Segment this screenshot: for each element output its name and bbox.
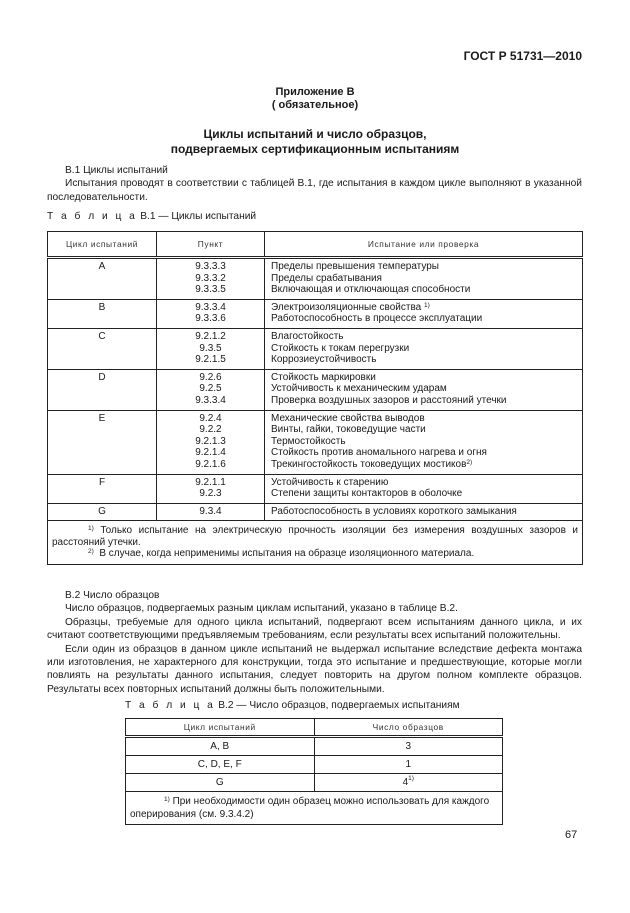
annex-status: ( обязательное)	[271, 99, 359, 111]
clause: 9.3.3.4	[195, 394, 226, 406]
footnote-ref: 1)	[408, 775, 414, 782]
clause-cell	[157, 503, 265, 521]
test-name: Проверка воздушных зазоров и расстояний утечки	[271, 394, 507, 406]
count-cell: 3	[314, 737, 503, 756]
clause: 9.3.4	[199, 505, 222, 517]
column-header-test: Испытание или проверка	[265, 232, 583, 258]
clause: 9.3.3.6	[195, 313, 226, 325]
count-value: 4	[402, 777, 409, 788]
clause-cell	[157, 369, 265, 410]
test-name: Пределы срабатывания	[271, 272, 382, 284]
footnote-text: В случае, когда неприменимы испытания на образце изоляционного материала.	[99, 548, 475, 560]
table-b1-caption	[47, 211, 256, 222]
cycles-cell: A, B	[126, 737, 315, 756]
table-header-row	[126, 719, 503, 737]
clause: 9.3.5	[199, 342, 222, 354]
cycle-cell: C	[48, 328, 157, 369]
test-cell	[265, 474, 583, 503]
clause-cell	[157, 328, 265, 369]
column-header-cycle: Цикл испытаний	[126, 719, 315, 737]
table-b2	[125, 718, 503, 825]
section-b2	[47, 589, 582, 696]
section-b2-heading: В.2 Число образцов	[65, 590, 160, 601]
footnote-ref: 2)	[466, 458, 473, 466]
table-b2-caption	[125, 700, 460, 711]
footnote-ref: 1)	[424, 301, 430, 309]
table-footnote	[126, 792, 503, 825]
table-b1-caption-rest: В.1 — Циклы испытаний	[140, 211, 257, 222]
footnote-text: При необходимости один образец можно использовать для каждого оперирования (см. 9.3.4.2)	[130, 796, 490, 820]
test-name: Влагостойкость	[271, 330, 344, 342]
clause-cell	[157, 410, 265, 474]
cycle-cell: B	[48, 299, 157, 328]
standard-number: ГОСТ Р 51731—2010	[463, 49, 582, 63]
test-text: Электроизоляционные свойства	[271, 301, 422, 313]
clause: 9.2.5	[199, 383, 222, 395]
table-b2-caption-prefix: Т а б л и ц а	[125, 700, 216, 711]
clause: 9.2.4	[199, 412, 222, 424]
test-name: Стойкость маркировки	[271, 371, 376, 383]
test-name: Стойкость к токам перегрузки	[271, 342, 410, 354]
table-b2-caption-rest: В.2 — Число образцов, подвергаемых испытаниям	[218, 700, 460, 711]
footnote-mark: 1)	[164, 796, 170, 803]
cycle-cell: E	[48, 410, 157, 474]
cycle-cell: G	[48, 503, 157, 521]
table-b1-caption-prefix: Т а б л и ц а	[47, 211, 138, 222]
cycle-cell: A	[48, 258, 157, 300]
table-row	[126, 756, 503, 774]
table-row	[48, 410, 583, 474]
clause-cell	[157, 258, 265, 300]
test-name: Включающая и отключающая способности	[271, 284, 471, 296]
cycles-cell: C, D, E, F	[126, 756, 315, 774]
clause: 9.2.1.5	[195, 354, 226, 366]
document-title	[0, 127, 630, 157]
column-header-count: Число образцов	[314, 719, 503, 737]
page-number: 67	[565, 829, 578, 841]
footnote-mark: 2)	[88, 548, 94, 556]
section-b2-paragraph: Число образцов, подвергаемых разным циклам испытаний, указано в таблице В.2.	[65, 603, 458, 615]
clause: 9.3.3.4	[195, 301, 226, 313]
test-cell	[265, 410, 583, 474]
test-name: Устойчивость к механическим ударам	[271, 383, 447, 395]
clause: 9.2.1.3	[195, 435, 226, 447]
test-name	[271, 459, 582, 471]
cycle-cell: D	[48, 369, 157, 410]
clause: 9.2.1.6	[195, 458, 226, 470]
count-cell	[314, 774, 503, 792]
test-cell	[265, 258, 583, 300]
section-b1-text: Испытания проводят в соответствии с таблицей В.1, где испытания в каждом цикле выполняют в указанной последовательности.	[47, 178, 582, 203]
footnote-1	[52, 525, 578, 548]
clause: 9.2.3	[199, 488, 222, 500]
clause: 9.3.3.5	[195, 284, 226, 296]
table-row	[48, 474, 583, 503]
test-name: Работоспособность в процессе эксплуатации	[271, 313, 483, 325]
cycles-cell: G	[126, 774, 315, 792]
document-title-line1: Циклы испытаний и число образцов,	[203, 127, 427, 141]
column-header-cycle: Цикл испытаний	[48, 232, 157, 258]
test-cell	[265, 369, 583, 410]
clause-cell	[157, 474, 265, 503]
section-b2-paragraph: Образцы, требуемые для одного цикла испытаний, подвергают всем испытаниям данного цикла, и их считают соответствующими предъявляемым требованиям, если результаты всех испытаний положительны.	[47, 616, 582, 642]
footnote-1	[130, 795, 498, 821]
clause: 9.3.3.2	[195, 272, 226, 284]
test-name: Коррозиеустойчивость	[271, 354, 377, 366]
table-row	[48, 299, 583, 328]
clause: 9.2.1.2	[195, 330, 226, 342]
test-name: Устойчивость к старению	[271, 476, 389, 488]
clause: 9.2.1.1	[195, 476, 226, 488]
section-b1-heading: В.1 Циклы испытаний	[65, 165, 168, 176]
test-name: Степени защиты контакторов в оболочке	[271, 488, 463, 500]
test-name: Пределы превышения температуры	[271, 261, 439, 272]
test-cell	[265, 328, 583, 369]
table-row	[48, 369, 583, 410]
clause: 9.3.3.3	[195, 261, 226, 272]
table-row	[126, 737, 503, 756]
table-footnotes	[48, 521, 583, 565]
clause: 9.2.6	[199, 371, 222, 383]
table-row	[48, 503, 583, 521]
test-name: Механические свойства выводов	[271, 412, 425, 424]
test-text: Трекингостойкость токоведущих мостиков	[271, 458, 467, 470]
clause-cell	[157, 299, 265, 328]
test-cell	[265, 503, 583, 521]
table-row	[126, 774, 503, 792]
test-name: Стойкость против аномального нагрева и огня	[271, 447, 487, 459]
document-title-line2: подвергаемых сертификационным испытаниям	[170, 142, 460, 156]
table-row	[48, 258, 583, 300]
test-name: Термостойкость	[271, 435, 346, 447]
annex-title: Приложение В	[275, 86, 355, 98]
test-cell	[265, 299, 583, 328]
table-b1	[47, 231, 583, 565]
footnote-text: Только испытание на электрическую прочность изоляции без измерения воздушных зазоров и расстояний утечки.	[52, 525, 578, 548]
count-cell: 1	[314, 756, 503, 774]
footnote-mark: 1)	[88, 525, 94, 533]
table-header-row	[48, 232, 583, 258]
clause: 9.2.2	[199, 424, 222, 436]
column-header-clause: Пункт	[157, 232, 265, 258]
test-name: Работоспособность в условиях короткого замыкания	[271, 505, 517, 517]
test-name	[271, 302, 582, 314]
table-footnotes-row	[48, 521, 583, 565]
annex-heading	[0, 86, 630, 112]
section-b2-paragraph: Если один из образцов в данном цикле испытаний не выдержал испытание вследствие дефекта монтажа или изготовления, не характерного для конструкции, тогда это испытание и предшествующие, которые могли повлиять на результаты данного испытания, следует повторить на другом полном комплекте образцов. Результаты всех повторных испытаний должны быть положительными.	[47, 643, 582, 695]
test-name: Винты, гайки, токоведущие части	[271, 424, 426, 436]
section-b1	[47, 164, 582, 204]
cycle-cell: F	[48, 474, 157, 503]
table-footnotes-row	[126, 792, 503, 825]
clause: 9.2.1.4	[195, 447, 226, 459]
table-row	[48, 328, 583, 369]
footnote-2	[52, 548, 578, 560]
